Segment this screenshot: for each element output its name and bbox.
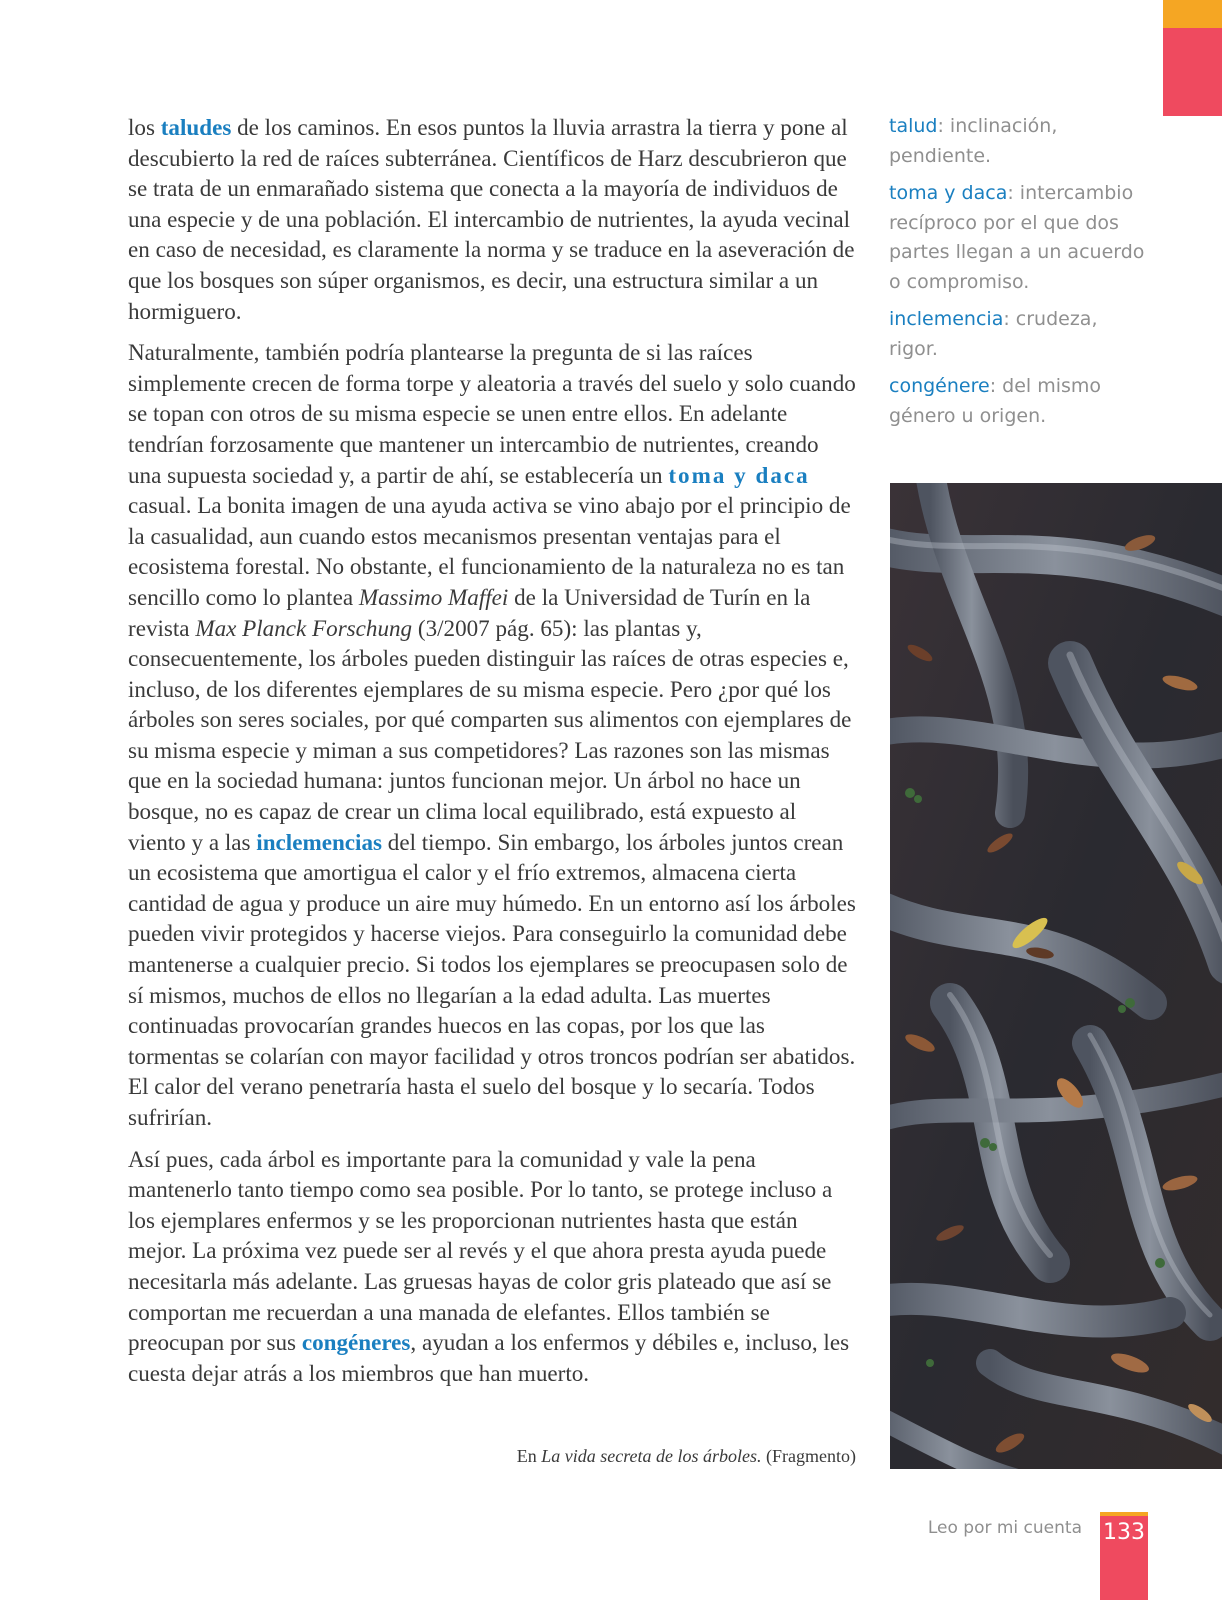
glossary-entry bbox=[889, 372, 1147, 431]
paragraph-3: Así pues, cada árbol es importante para la comunidad y vale la pena mantenerlo tanto tiempo como sea posible. Por lo tanto, se protege incluso a los ejemplares enfermos y se les proporcionan nutrientes hasta que están mejor. La próxima vez puede ser al revés y el que ahora presta ayuda puede necesitarla más adelante. Las gruesas hayas de color gris plateado que así se comportan me recuerdan a una manada de elefantes. Ellos también se preocupan por sus congéneres, ayudan a los enfermos y débiles e, incluso, les cuesta dejar atrás a los miembros que han muerto. bbox=[128, 1145, 850, 1386]
paragraph-2: Naturalmente, también podría plantearse la pregunta de si las raíces simplemente crecen de forma torpe y aleatoria a través del suelo y solo cuando se topan con otros de su misma especie se unen entre ellos. En adelante tendrían forzosamente que mantener un intercambio de nutrientes, creando una supuesta sociedad y, a partir de ahí, se establecería un toma y daca casual. La bonita imagen de una ayuda activa se vino abajo por el principio de la casualidad, aun cuando estos mecanismos presentan ventajas para el ecosistema forestal. No obstante, el funcionamiento de la naturaleza no es tan sencillo como lo plantea Massimo Maffei de la Universidad de Turín en la revista Max Planck Forschung (3/2007 pág. 65): las plantas y, consecuentemente, los árboles pueden distinguir las raíces de otras especies e, incluso, de los diferentes ejemplares de su misma especie. Pero ¿por qué los árboles son seres sociales, por qué comparten sus alimentos con ejemplares de su misma especie y miman a sus competidores? Las razones son las mismas que en la sociedad humana: juntos funcionan mejor. Un árbol no hace un bosque, no es capaz de crear un clima local equilibrado, está expuesto al viento y a las inclemencias del tiempo. Sin embargo, los árboles juntos crean un ecosistema que amortigua el calor y el frío extremos, almacena cierta cantidad de agua y produce un aire muy húmedo. En un entorno así los árboles pueden vivir protegidos y hacerse viejos. Para conseguirlo la comunidad debe mantenerse a cualquier precio. Si todos los ejemplares se preocupasen solo de sí mismos, muchos de ellos no llegarían a la edad adulta. Las muertes continuadas provocarían grandes huecos en las copas, por los que las tormentas se colarían con mayor facilidad y otros troncos podrían ser abatidos. El calor del verano penetraría hasta el suelo del bosque y lo secaría. Todos sufrirían. bbox=[128, 339, 856, 1130]
glossary-term: inclemencia bbox=[889, 308, 1004, 330]
glossary-definition: : inclinación, pendiente. bbox=[889, 115, 1058, 167]
glossary-definition: : del mismo género u origen. bbox=[889, 375, 1102, 427]
glossary-definition: : crudeza, rigor. bbox=[889, 308, 1098, 360]
source-citation: En La vida secreta de los árboles. (Fragmento) bbox=[516, 1446, 856, 1466]
corner-accent-red bbox=[1163, 28, 1222, 116]
keyword-inclemencias: inclemencias bbox=[256, 828, 382, 855]
glossary bbox=[889, 112, 1147, 439]
paragraph-1: los taludes de los caminos. En esos puntos la lluvia arrastra la tierra y pone al descubierto la red de raíces subterránea. Científicos de Harz descubrieron que se trata de un enmarañado sistema que conecta a la mayoría de individuos de una especie y de una población. El intercambio de nutrientes, la ayuda vecinal en caso de necesidad, es claramente la norma y se traduce en la aseveración de que los bosques son súper organismos, es decir, una estructura similar a un hormiguero. bbox=[128, 114, 855, 324]
glossary-entry bbox=[889, 179, 1147, 297]
book-title: La vida secreta de los árboles. bbox=[541, 1446, 762, 1466]
corner-accent-orange bbox=[1163, 0, 1222, 28]
keyword-toma-y-daca: toma y daca bbox=[668, 461, 810, 488]
keyword-congeneres: congéneres bbox=[301, 1329, 411, 1356]
magazine-name: Max Planck Forschung bbox=[195, 614, 413, 641]
tree-roots-photo bbox=[890, 483, 1222, 1469]
glossary-entry bbox=[889, 112, 1147, 171]
keyword-taludes: taludes bbox=[160, 114, 232, 140]
author-name: Massimo Maffei bbox=[358, 583, 509, 610]
glossary-definition: : intercambio recíproco por el que dos partes llegan a un acuerdo o compromiso. bbox=[889, 182, 1145, 293]
glossary-term: congénere bbox=[889, 375, 990, 397]
page-number: 133 bbox=[1100, 1516, 1148, 1600]
glossary-term: toma y daca bbox=[889, 182, 1008, 204]
glossary-term: talud bbox=[889, 115, 938, 137]
article-body bbox=[128, 112, 856, 1399]
section-label: Leo por mi cuenta bbox=[927, 1518, 1082, 1538]
glossary-entry bbox=[889, 305, 1147, 364]
